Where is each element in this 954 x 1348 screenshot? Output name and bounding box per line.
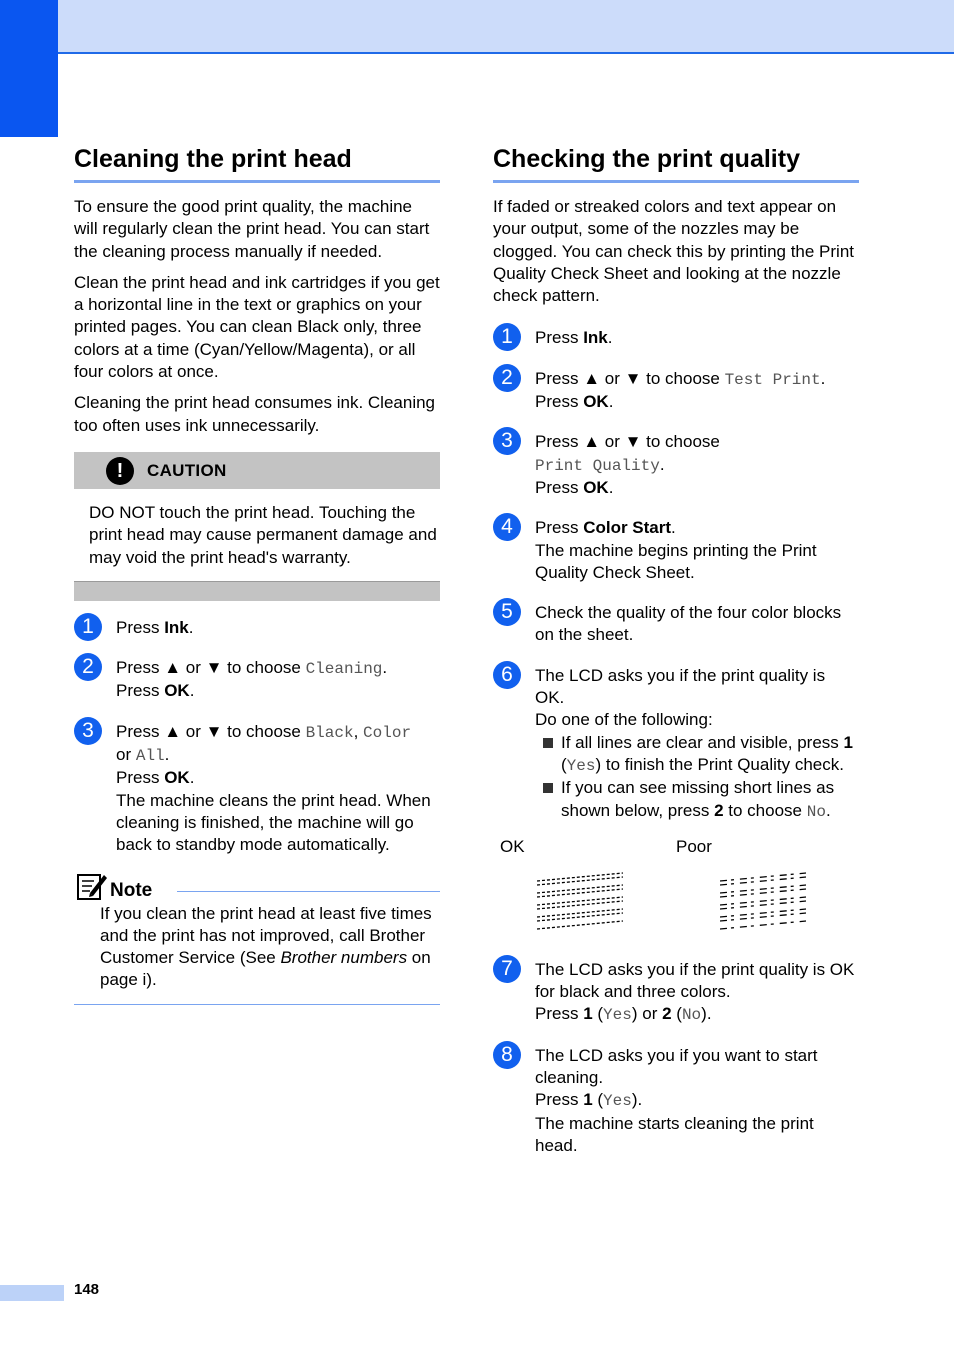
- step-text: .: [671, 518, 676, 538]
- note-rule: [177, 891, 440, 892]
- down-arrow-icon: ▼: [624, 432, 642, 452]
- step-text: (: [561, 754, 567, 774]
- step-text: or: [600, 368, 625, 388]
- note-bottom-rule: [74, 1004, 440, 1005]
- step-number-icon: 2: [74, 653, 102, 681]
- right-step-7: [493, 956, 859, 1027]
- caution-text: DO NOT touch the print head. Touching the print head may cause permanent damage and may void the print head's warranty.: [89, 502, 437, 567]
- up-arrow-icon: ▲: [164, 721, 182, 741]
- step-text: The machine cleans the print head. When cleaning is finished, the machine will go back to standby mode automatically.: [116, 790, 431, 855]
- step-number-icon: 6: [493, 661, 521, 689]
- down-arrow-icon: ▼: [205, 658, 223, 678]
- caution-footer: [74, 581, 440, 601]
- step-text: The LCD asks you if the print quality is OK for black and three colors.: [535, 959, 855, 1002]
- step-text: Press: [535, 1004, 584, 1024]
- key-1: 1: [583, 1004, 593, 1024]
- lcd-option: No: [681, 1006, 702, 1025]
- step-text: .: [659, 454, 665, 474]
- footer-band: [0, 1285, 64, 1301]
- bullet-square-icon: [543, 783, 553, 793]
- key-1: 1: [583, 1090, 593, 1110]
- lcd-option: No: [806, 802, 826, 821]
- step-text: If you can see missing short lines as shown below, press: [561, 778, 835, 820]
- lcd-option: Yes: [603, 1006, 632, 1025]
- page-number: 148: [74, 1281, 100, 1298]
- step-text: to choose: [641, 432, 720, 452]
- step-text: Do one of the following:: [535, 710, 713, 730]
- right-step-8: [493, 1042, 859, 1157]
- note-box: [74, 871, 440, 1005]
- right-step-1: [493, 327, 859, 349]
- key-ok: OK: [583, 392, 609, 412]
- step-text: to choose: [641, 368, 725, 388]
- step-text: Press: [116, 617, 165, 637]
- lcd-option: Test Print: [724, 370, 821, 389]
- step-text: The machine begins printing the Print Quality Check Sheet.: [535, 540, 817, 582]
- exclamation-icon: !: [106, 457, 134, 485]
- key-1: 1: [843, 732, 853, 752]
- step-number-icon: 2: [493, 364, 521, 392]
- step-text: ) to finish the Print Quality check.: [595, 754, 844, 774]
- note-text-part: on page i).: [100, 948, 431, 990]
- step-text: Press: [116, 721, 165, 741]
- step-text: Press: [535, 1090, 584, 1110]
- section-title-quality: Checking the print quality: [493, 144, 859, 183]
- step-text: .: [607, 328, 613, 348]
- step-text: Press: [535, 392, 584, 412]
- lcd-option: Black: [305, 723, 354, 742]
- step-number-icon: 4: [493, 513, 521, 541]
- lcd-option: Cleaning: [305, 660, 383, 679]
- up-arrow-icon: ▲: [164, 658, 182, 678]
- cleaning-ink-warning: Cleaning the print head consumes ink. Cleaning too often uses ink unnecessarily.: [74, 393, 436, 435]
- up-arrow-icon: ▲: [583, 368, 601, 388]
- step-text: Press: [535, 518, 584, 538]
- note-header: [74, 871, 440, 901]
- left-column: [74, 138, 440, 1005]
- key-2: 2: [662, 1004, 672, 1024]
- note-pencil-icon: [76, 871, 108, 901]
- ok-label: OK: [500, 836, 525, 856]
- step-text: (: [671, 1004, 682, 1024]
- right-step-5: [493, 602, 859, 647]
- down-arrow-icon: ▼: [624, 368, 642, 388]
- poor-nozzle-pattern: [720, 871, 810, 933]
- step-number-icon: 7: [493, 955, 521, 983]
- step-number-icon: 5: [493, 598, 521, 626]
- right-column: [493, 138, 859, 1157]
- down-arrow-icon: ▼: [205, 721, 223, 741]
- key-ink: Ink: [583, 328, 608, 348]
- caution-box: [74, 452, 440, 601]
- left-step-2: [74, 657, 440, 703]
- step-text: .: [382, 658, 388, 678]
- step-text: to choose: [222, 721, 306, 741]
- step-number-icon: 3: [74, 717, 102, 745]
- key-ok: OK: [164, 681, 190, 701]
- step-text: ).: [631, 1090, 643, 1110]
- section-title-cleaning: Cleaning the print head: [74, 144, 440, 183]
- step-text: .: [188, 617, 194, 637]
- lcd-option: Yes: [603, 1092, 632, 1111]
- left-step-3: [74, 718, 440, 857]
- lcd-option: Color: [363, 723, 412, 742]
- nozzle-pattern-figure: [493, 837, 859, 955]
- cleaning-when: Clean the print head and ink cartridges if you get a horizontal line in the text or graphics on your printed pages. You can clean Black only, three colors at a time (Cyan/Yellow/Magenta), or all four colors at once.: [74, 272, 440, 382]
- step-text: Check the quality of the four color blocks on the sheet.: [535, 603, 842, 645]
- step-number-icon: 3: [493, 427, 521, 455]
- header-band: [0, 0, 954, 54]
- key-ink: Ink: [164, 617, 189, 637]
- step-text: or: [600, 432, 625, 452]
- quality-intro: If faded or streaked colors and text appear on your output, some of the nozzles may be clogged. You can check this by printing the Print Quality Check Sheet and looking at the nozzle check pattern.: [493, 197, 855, 306]
- step-text: or: [116, 745, 136, 765]
- step-number-icon: 1: [493, 323, 521, 351]
- step-text: .: [189, 768, 195, 788]
- note-text-part: If you clean the print head at least five times and the print has not improved, call Brother Customer Service (See: [100, 903, 432, 968]
- step-text: Press: [535, 477, 584, 497]
- note-text: [74, 903, 440, 992]
- step-text: Press: [116, 681, 165, 701]
- step-text: to choose: [723, 800, 807, 820]
- cleaning-intro: To ensure the good print quality, the machine will regularly clean the print head. You can start the cleaning process manually if needed.: [74, 197, 430, 261]
- caution-label: CAUTION: [147, 460, 227, 480]
- up-arrow-icon: ▲: [583, 432, 601, 452]
- right-step-2: [493, 365, 859, 414]
- step-text: .: [608, 477, 614, 497]
- ok-nozzle-pattern: [537, 871, 627, 933]
- step-text: ).: [701, 1004, 712, 1024]
- note-label: Note: [110, 879, 153, 901]
- key-color-start: Color Start: [583, 518, 672, 538]
- key-ok: OK: [164, 768, 190, 788]
- bullet-item: [535, 732, 859, 778]
- chapter-tab: [0, 0, 58, 137]
- step-text: ,: [353, 721, 364, 741]
- step-text: The LCD asks you if you want to start cleaning.: [535, 1045, 818, 1088]
- step-text: .: [825, 800, 831, 820]
- step-text: The LCD asks you if the print quality is OK.: [535, 665, 826, 708]
- key-ok: OK: [583, 477, 609, 497]
- bullet-item: [535, 777, 859, 823]
- step-text: or: [181, 658, 206, 678]
- left-step-1: [74, 614, 440, 639]
- step-text: Press: [535, 328, 584, 348]
- bullet-square-icon: [543, 738, 553, 748]
- step-text: If all lines are clear and visible, press: [561, 732, 844, 752]
- lcd-option: Print Quality: [535, 456, 660, 475]
- step-text: .: [189, 681, 195, 701]
- step-text: ) or: [631, 1004, 663, 1024]
- right-step-4: [493, 517, 859, 584]
- caution-header: [74, 452, 440, 489]
- right-step-6: [493, 662, 859, 823]
- note-reference: Brother numbers: [280, 948, 408, 968]
- poor-label: Poor: [676, 836, 712, 856]
- step-text: .: [164, 745, 170, 765]
- step-text: (: [592, 1090, 604, 1110]
- step-text: Press: [116, 658, 165, 678]
- step-text: The machine starts cleaning the print head.: [535, 1113, 814, 1155]
- step-text: Press: [116, 768, 165, 788]
- right-step-3: [493, 431, 859, 499]
- step-text: Press: [535, 432, 584, 452]
- lcd-option: All: [135, 747, 165, 766]
- step-number-icon: 1: [74, 613, 102, 641]
- step-text: .: [608, 392, 614, 412]
- lcd-option: Yes: [566, 756, 596, 775]
- step-text: Press: [535, 368, 584, 388]
- step-text: (: [592, 1004, 604, 1024]
- step-text: .: [820, 368, 826, 388]
- step-text: to choose: [222, 658, 306, 678]
- key-2: 2: [714, 800, 724, 820]
- step-number-icon: 8: [493, 1041, 521, 1069]
- step-text: or: [181, 721, 206, 741]
